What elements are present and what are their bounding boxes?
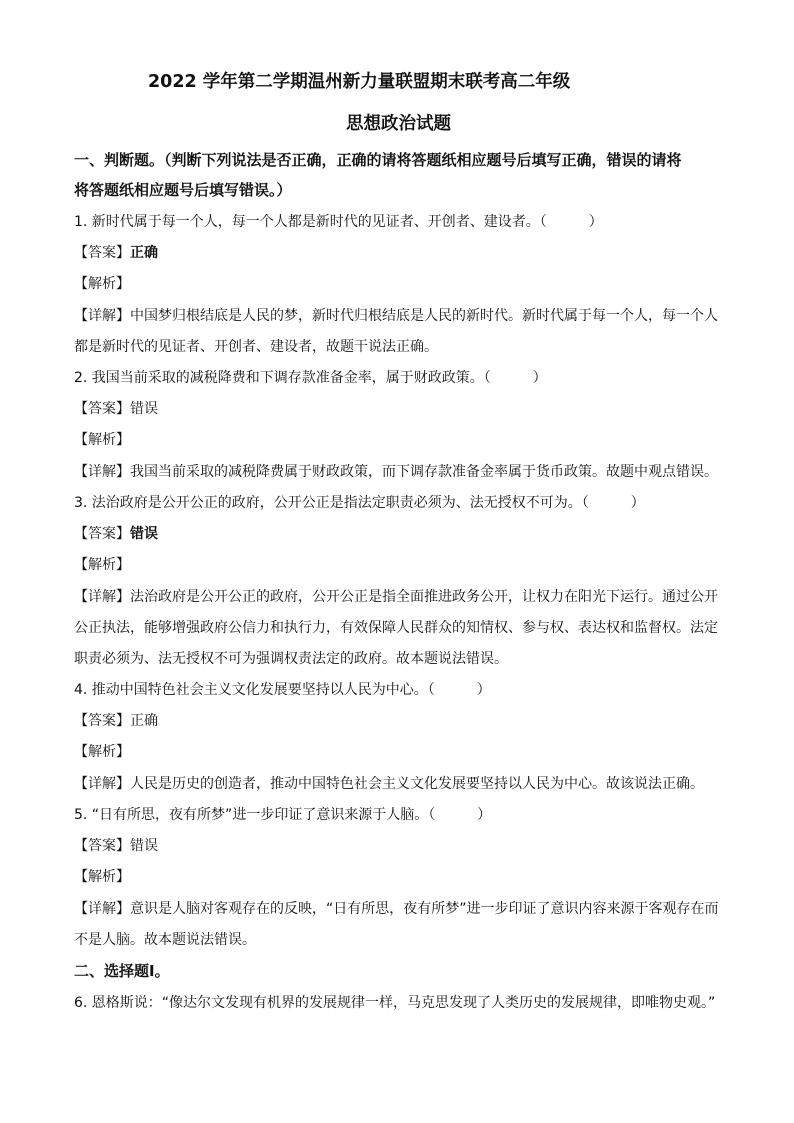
detail-text: 意识是人脑对客观存在的反映，“日有所思，夜有所梦”进一步印证了意识内容来源于客观存在而	[130, 901, 719, 917]
analysis-label: 【解析】	[74, 557, 130, 573]
detail-tag: 【详解】	[74, 464, 130, 480]
answer-line	[74, 836, 158, 856]
question-stem: 6. 恩格斯说：“像达尔文发现有机界的发展规律一样，马克思发现了人类历史的发展规律，即唯物史观。”	[74, 995, 716, 1011]
detail-text: 人民是历史的创造者，推动中国特色社会主义文化发展要坚持以人民为中心。故该说法正确。	[130, 776, 704, 792]
answer-value: 正确	[130, 245, 158, 261]
detail-tag: 【详解】	[74, 776, 130, 792]
answer-tag: 【答案】	[74, 401, 130, 417]
question-stem: 3. 法治政府是公开公正的政府，公开公正是指法定职责必须为、法无授权不可为。（ ）	[74, 495, 645, 511]
answer-line	[74, 524, 158, 544]
detail-text: 中国梦归根结底是人民的梦，新时代归根结底是人民的新时代。新时代属于每一个人，每一个人	[130, 308, 718, 324]
analysis-label: 【解析】	[74, 744, 130, 760]
detail-line	[74, 774, 704, 794]
detail-line	[74, 306, 718, 326]
page-subtitle: 思想政治试题	[346, 114, 451, 134]
detail-line	[74, 462, 718, 482]
detail-text: 法治政府是公开公正的政府，公开公正是指全面推进政务公开，让权力在阳光下运行。通过公开	[130, 589, 718, 605]
analysis-label: 【解析】	[74, 276, 130, 292]
answer-line	[74, 399, 158, 419]
question-stem: 5. “日有所思，夜有所梦”进一步印证了意识来源于人脑。（ ）	[74, 807, 492, 823]
detail-text: 我国当前采取的减税降费属于财政政策，而下调存款准备金率属于货币政策。故题中观点错误。	[130, 464, 718, 480]
detail-tag: 【详解】	[74, 901, 130, 917]
answer-tag: 【答案】	[74, 713, 130, 729]
detail-line-cont: 公正执法，能够增强政府公信力和执行力，有效保障人民群众的知情权、参与权、表达权和监督权。法定	[74, 620, 718, 636]
section-heading-part2: 二、选择题Ⅰ。	[74, 962, 170, 980]
detail-tag: 【详解】	[74, 308, 130, 324]
answer-value: 错误	[130, 401, 158, 417]
answer-value: 错误	[130, 838, 158, 854]
analysis-label: 【解析】	[74, 869, 130, 885]
page-title: 2022 学年第二学期温州新力量联盟期末联考高二年级	[148, 72, 571, 92]
answer-tag: 【答案】	[74, 838, 130, 854]
answer-line	[74, 711, 158, 731]
detail-line-cont: 不是人脑。故本题说法错误。	[74, 932, 256, 948]
detail-line-cont: 都是新时代的见证者、开创者、建设者，故题干说法正确。	[74, 339, 438, 355]
question-stem: 4. 推动中国特色社会主义文化发展要坚持以人民为中心。（ ）	[74, 682, 491, 698]
answer-tag: 【答案】	[74, 526, 130, 542]
analysis-label: 【解析】	[74, 432, 130, 448]
answer-line	[74, 243, 158, 263]
answer-tag: 【答案】	[74, 245, 130, 261]
detail-line-cont: 职责必须为、法无授权不可为强调权责法定的政府。故本题说法错误。	[74, 651, 508, 667]
question-stem: 2. 我国当前采取的减税降费和下调存款准备金率，属于财政政策。（ ）	[74, 370, 547, 386]
detail-tag: 【详解】	[74, 589, 130, 605]
question-stem: 1. 新时代属于每一个人，每一个人都是新时代的见证者、开创者、建设者。（ ）	[74, 214, 603, 230]
detail-line	[74, 899, 719, 919]
answer-value: 正确	[130, 713, 158, 729]
section-heading-part1: 一、判断题。（判断下列说法是否正确，正确的请将答题纸相应题号后填写正确，错误的请将	[74, 151, 682, 169]
section-heading-part1-cont: 将答题纸相应题号后填写错误。）	[74, 181, 292, 199]
detail-line	[74, 587, 718, 607]
answer-value: 错误	[130, 526, 158, 542]
